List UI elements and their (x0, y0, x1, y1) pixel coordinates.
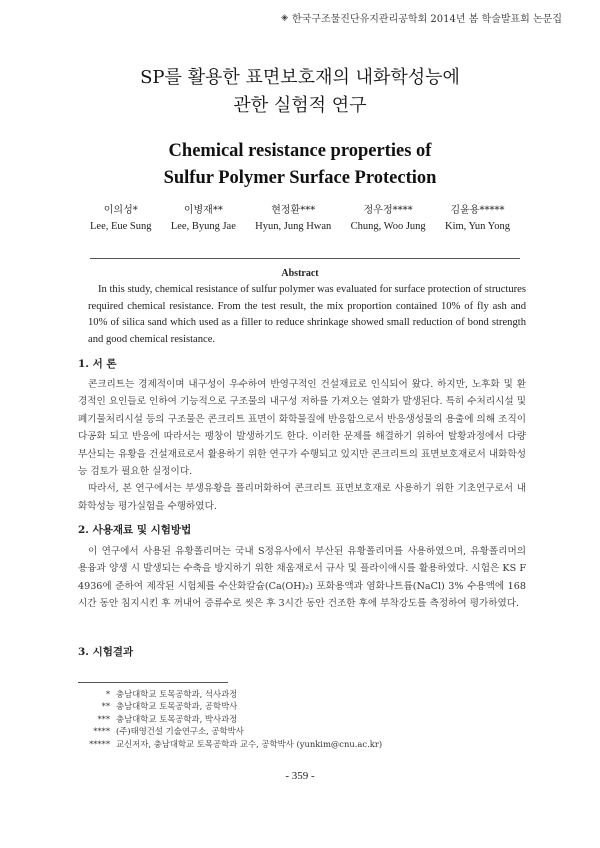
conference-header (281, 10, 562, 25)
footnote-mark: ** (101, 701, 110, 712)
paragraph: 따라서, 본 연구에서는 부생유황을 폴리머화하여 콘크리트 표면보호재로 사용하기 위한 기초연구로서 내화학성능 평가실험을 수행하였다. (78, 483, 526, 512)
author-name-kr: 정우정**** (363, 205, 413, 216)
author (445, 203, 510, 235)
footnote-text: 교신저자, 충남대학교 토목공학과 교수, 공학박사 (yunkim@cnu.ac.kr) (116, 738, 383, 749)
author-name-en: Kim, Yun Yong (444, 221, 510, 232)
section-body-materials (78, 543, 526, 613)
english-title (0, 138, 600, 192)
author (90, 203, 152, 235)
footnote-mark: * (105, 689, 110, 699)
footnote-divider (78, 682, 228, 683)
author-name-kr: 현정환*** (271, 205, 316, 216)
abstract-text: In this study, chemical resistance of sulfur polymer was evaluated for surface protection of structures required chemical resistance. From the test result, the mix proportion contained 10% of fly ash and 10% of silica sand which used as a filler to reduce shrinkage showed small reduction of bond strength and good chemical resistance. (88, 284, 526, 345)
footnote-mark: ***** (89, 738, 110, 749)
author-name-en: Lee, Eue Sung (90, 221, 152, 232)
footnote (80, 700, 382, 712)
diamond-icon: ◈ (281, 12, 288, 23)
section-heading-intro: 1. 서 론 (78, 358, 117, 370)
author-name-kr: 김윤용***** (450, 205, 505, 216)
footnote-mark: **** (93, 726, 110, 737)
section-heading-results: 3. 시험결과 (78, 646, 134, 658)
korean-title (0, 64, 600, 120)
author (255, 203, 331, 235)
footnote (80, 713, 382, 725)
paragraph: 이 연구에서 사용된 유황폴리머는 국내 S정유사에서 부산된 유황폴리머를 사용하였으며, 유황폴리머의 용융과 양생 시 발생되는 수축을 방지하기 위한 채움재로서 규사 및 플라이애시를 활용하였다. 시험은 KS F 4936에 준하여 제작된 시험체를 수산화칼슘(Ca(OH)₂) 포화용액과 염화나트륨(NaCl) 3% 수용액에 168시간 동안 침지시킨 후 꺼내어 증류수로 씻은 후 3시간 동안 건조한 후에 부착강도를 측정하여 평가하였다. (78, 546, 526, 610)
divider (90, 258, 520, 259)
abstract-heading: Abstract (281, 268, 319, 279)
conference-header-text: 한국구조물진단유지관리공학회 2014년 봄 학술발표회 논문집 (291, 14, 562, 25)
author-name-en: Lee, Byung Jae (170, 221, 236, 232)
korean-title-line: SP를 활용한 표면보호재의 내화학성능에 (140, 67, 460, 88)
author-name-en: Chung, Woo Jung (350, 221, 426, 232)
author-name-kr: 이의성* (103, 205, 138, 216)
footnote (80, 738, 382, 750)
author (171, 203, 236, 235)
footnotes (80, 688, 382, 750)
footnote-text: 충남대학교 토목공학과, 공학박사 (116, 701, 238, 712)
footnote-text: (주)태영건설 기술연구소, 공학박사 (116, 726, 244, 737)
footnote-mark: *** (97, 713, 110, 724)
english-title-line: Sulfur Polymer Surface Protection (163, 168, 437, 188)
author (351, 203, 426, 235)
author-name-kr: 이병재** (183, 205, 223, 216)
page-number: - 359 - (285, 770, 315, 782)
author-list (90, 203, 510, 235)
section-body-intro (78, 376, 526, 515)
footnote-text: 충남대학교 토목공학과, 석사과정 (116, 689, 238, 699)
author-name-en: Hyun, Jung Hwan (255, 221, 332, 232)
english-title-line: Chemical resistance properties of (168, 141, 432, 161)
paragraph: 콘크리트는 경제적이며 내구성이 우수하여 반영구적인 건설재료로 인식되어 왔다. 하지만, 노후화 및 환경적인 요인들로 인하여 기능적으로 구조물의 내구성 저하를 가져오는 열화가 발생된다. 특히 수처리시설 및 폐기물처리시설 등의 구조물은 콘크리트 표면이 화학물질에 반응함으로서 반응생성물의 용출에 의해 조직이 다공화 되고 반응에 따라서는 팽창이 발생하기도 한다. 이러한 문제를 해결하기 위하여 탈황과정에서 다량 부산되는 유황을 건설재료로서 활용하기 위한 연구가 수행되고 있지만 콘크리트의 표면보호재로서 내화학성능 검토가 필요한 실정이다. (78, 379, 526, 478)
section-heading-materials: 2. 사용재료 및 시험방법 (78, 524, 192, 536)
footnote-text: 충남대학교 토목공학과, 박사과정 (116, 713, 238, 724)
footnote (80, 688, 382, 700)
footnote (80, 725, 382, 737)
korean-title-line: 관한 실험적 연구 (233, 95, 367, 116)
